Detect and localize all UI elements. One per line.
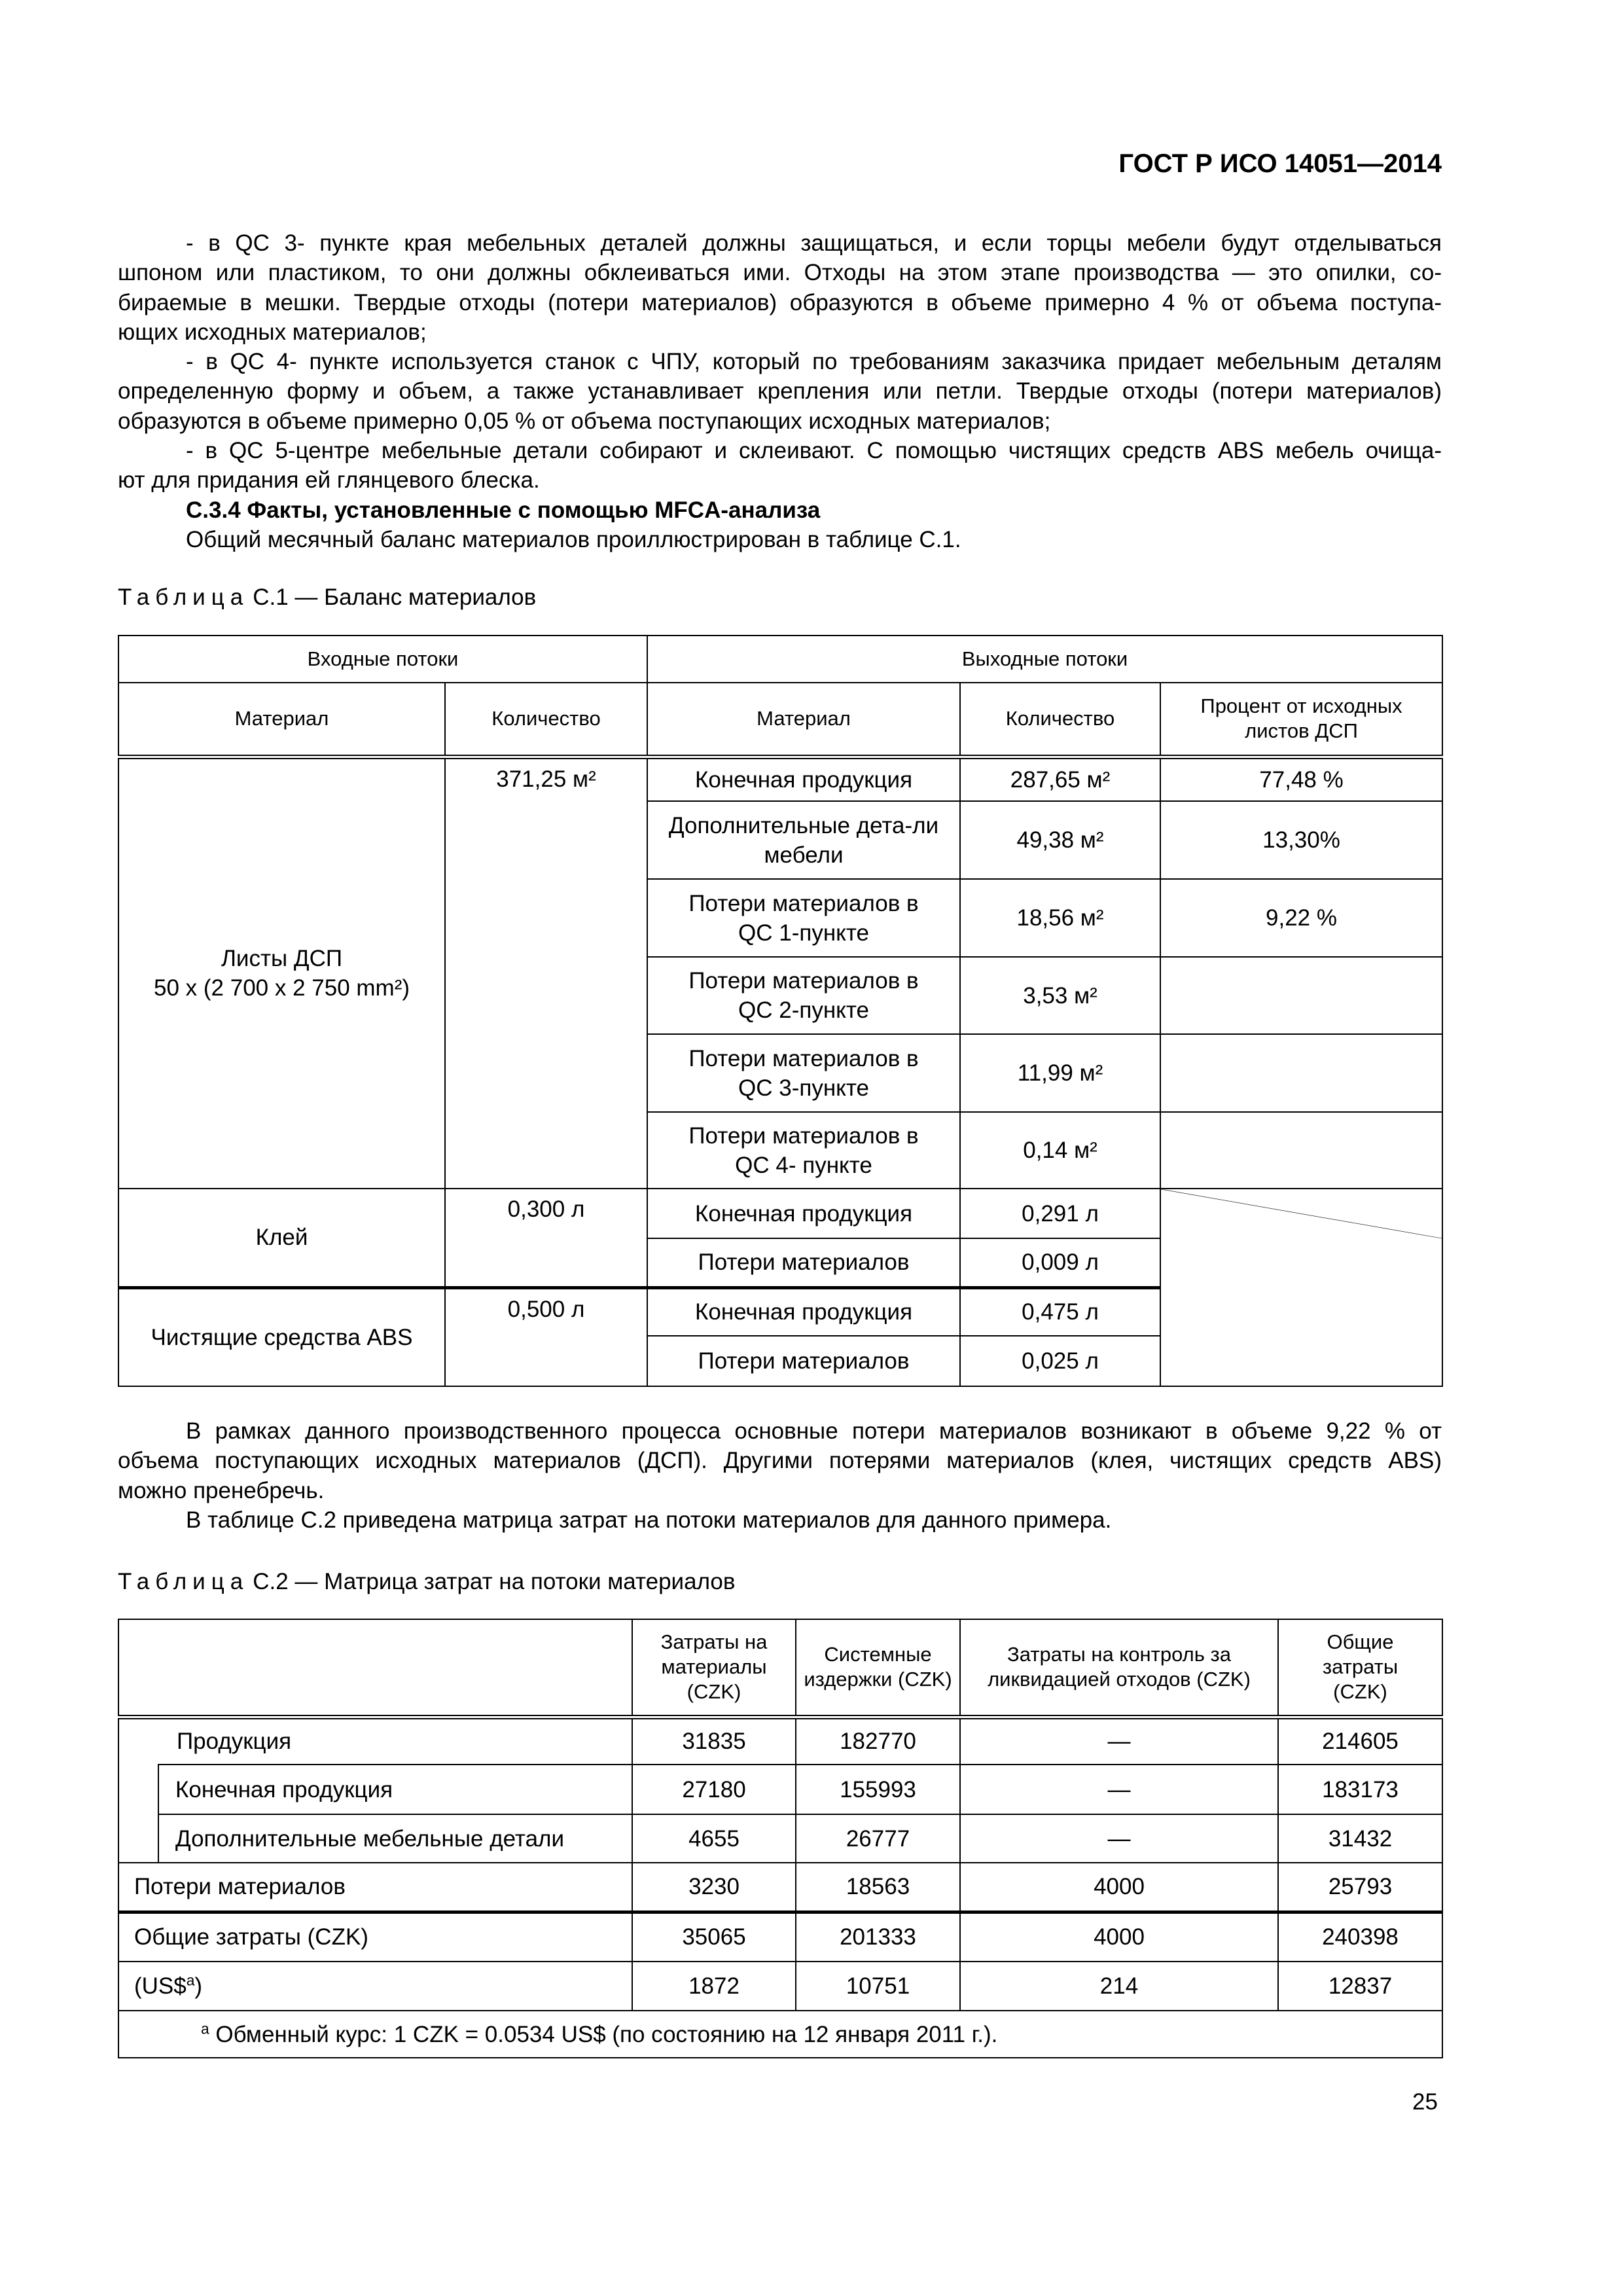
material-size: 50 x (2 700 x 2 750 mm²) [154, 975, 410, 1001]
col-header: Системные издержки (CZK) [796, 1619, 960, 1717]
cell: — [960, 1765, 1278, 1814]
section-heading: С.3.4 Факты, установленные с помощью MFCA-анализа [186, 497, 821, 523]
text-line: объема поступающих исходных материалов (ДСП). Другими потерями материалов (клея, чистящих средств ABS) [118, 1448, 1442, 1474]
col-header: Общие затраты (CZK) [1278, 1619, 1442, 1717]
table1-caption [118, 584, 536, 611]
input-qty: 371,25 м² [445, 757, 647, 1189]
cell: 214 [960, 1962, 1278, 2011]
page-number: 25 [1412, 2089, 1438, 2115]
cell: 4000 [960, 1912, 1278, 1962]
text-line: В таблице С.2 приведена матрица затрат на потоки материалов для данного примера. [186, 1507, 1112, 1533]
row-label: Потери материалов [118, 1863, 632, 1912]
text-line: бираемые в мешки. Твердые отходы (потери материалов) образуются в объеме примерно 4 % от объема поступа- [118, 289, 1442, 315]
table2-caption [118, 1569, 735, 1595]
material-name: Листы ДСП [221, 946, 343, 972]
text-line: образуются в объеме примерно 0,05 % от объема поступающих исходных материалов; [118, 408, 1051, 434]
cell: 31432 [1278, 1814, 1442, 1863]
cell: 26777 [796, 1814, 960, 1863]
col-header: Материал [647, 683, 960, 757]
output-pct: 9,22 % [1160, 879, 1442, 957]
input-material-glue: Клей [118, 1189, 445, 1287]
table-footnote [118, 2011, 1442, 2058]
cell: 18563 [796, 1863, 960, 1912]
output-qty: 287,65 м² [960, 757, 1160, 801]
output-qty: 0,009 л [960, 1238, 1160, 1287]
diagonal-line [1161, 1189, 1442, 1386]
label-text: (US$ [134, 1973, 187, 1999]
output-material: Конечная продукция [647, 1287, 960, 1336]
output-pct: 13,30% [1160, 801, 1442, 879]
cell: 27180 [632, 1765, 796, 1814]
output-pct [1160, 1112, 1442, 1189]
output-material: Потери материалов в QC 3-пункте [647, 1034, 960, 1112]
input-qty: 0,500 л [445, 1287, 647, 1386]
output-material: Конечная продукция [647, 757, 960, 801]
output-pct [1160, 1034, 1442, 1112]
header-output-flows: Выходные потоки [647, 636, 1442, 683]
output-material: Потери материалов [647, 1336, 960, 1386]
cell: 10751 [796, 1962, 960, 2011]
cell: 183173 [1278, 1765, 1442, 1814]
output-qty: 0,025 л [960, 1336, 1160, 1386]
caption-text: С.1 — Баланс материалов [253, 584, 537, 610]
text-line: - в QC 3- пункте края мебельных деталей должны защищаться, и если торцы мебели будут отделываться [186, 230, 1442, 256]
cell: 182770 [796, 1717, 960, 1765]
indent-cell [118, 1765, 158, 1863]
cell: 12837 [1278, 1962, 1442, 2011]
row-label: Дополнительные мебельные детали [158, 1814, 632, 1863]
col-header: Материал [118, 683, 445, 757]
caption-text: С.2 — Матрица затрат на потоки материалов [253, 1569, 736, 1594]
text-line: можно пренебречь. [118, 1477, 325, 1503]
row-label: Продукция [118, 1717, 632, 1765]
row-label-usd [118, 1962, 632, 2011]
input-qty: 0,300 л [445, 1189, 647, 1287]
cell: 201333 [796, 1912, 960, 1962]
table-row [118, 1962, 1442, 2011]
table-row [118, 1765, 1442, 1814]
col-header: Затраты на контроль за ликвидацией отходов (CZK) [960, 1619, 1278, 1717]
output-material: Потери материалов [647, 1238, 960, 1287]
cell: 4000 [960, 1863, 1278, 1912]
cell: 1872 [632, 1962, 796, 2011]
footnote-text: Обменный курс: 1 CZK = 0.0534 US$ (по состоянию на 12 января 2011 г.). [209, 2021, 998, 2047]
document-id-header: ГОСТ Р ИСО 14051—2014 [1118, 149, 1442, 178]
output-material: Потери материалов в QC 2-пункте [647, 957, 960, 1034]
caption-word: Таблица [118, 584, 249, 610]
cell: 3230 [632, 1863, 796, 1912]
cell: 155993 [796, 1765, 960, 1814]
output-material: Потери материалов в QC 4- пункте [647, 1112, 960, 1189]
output-material: Конечная продукция [647, 1189, 960, 1238]
output-material: Дополнительные дета-ли мебели [647, 801, 960, 879]
cell: 4655 [632, 1814, 796, 1863]
output-material: Потери материалов в QC 1-пункте [647, 879, 960, 957]
output-pct: 77,48 % [1160, 757, 1442, 801]
text-line: ют для придания ей глянцевого блеска. [118, 467, 540, 493]
output-pct [1160, 957, 1442, 1034]
cell: — [960, 1717, 1278, 1765]
caption-word: Таблица [118, 1569, 249, 1594]
output-qty: 0,475 л [960, 1287, 1160, 1336]
output-qty: 49,38 м² [960, 801, 1160, 879]
input-material-dsp [118, 757, 445, 1189]
table-row [118, 1717, 1442, 1765]
cell: 214605 [1278, 1717, 1442, 1765]
output-qty: 18,56 м² [960, 879, 1160, 957]
col-header: Количество [960, 683, 1160, 757]
text-line: - в QC 4- пункте используется станок с ЧПУ, который по требованиям заказчика придает мебельным деталям [186, 349, 1442, 375]
cell: 25793 [1278, 1863, 1442, 1912]
input-material-abs: Чистящие средства ABS [118, 1287, 445, 1386]
empty-header-cell [118, 1619, 632, 1717]
text-line: шпоном или пластиком, то они должны обклеиваться ими. Отходы на этом этапе производства — это опилки, со- [118, 260, 1442, 286]
row-label: Конечная продукция [158, 1765, 632, 1814]
label-text: ) [194, 1973, 203, 1999]
cell: — [960, 1814, 1278, 1863]
table-row [118, 1912, 1442, 1962]
header-input-flows: Входные потоки [118, 636, 647, 683]
cell: 31835 [632, 1717, 796, 1765]
text-line: определенную форму и объем, а также устанавливает крепления или петли. Твердые отходы (потери материалов) [118, 378, 1442, 404]
text-line: ющих исходных материалов; [118, 319, 427, 345]
row-label: Общие затраты (CZK) [118, 1912, 632, 1962]
table-row [118, 1863, 1442, 1912]
col-header: Процент от исходных листов ДСП [1160, 683, 1442, 757]
cost-matrix-table [118, 1619, 1443, 2058]
text-line: Общий месячный баланс материалов проиллюстрирован в таблице С.1. [186, 526, 961, 552]
col-header: Количество [445, 683, 647, 757]
text-line: В рамках данного производственного процесса основные потери материалов возникают в объеме 9,22 % от [186, 1418, 1442, 1444]
col-header: Затраты на материалы (CZK) [632, 1619, 796, 1717]
material-balance-table [118, 635, 1443, 1387]
output-qty: 11,99 м² [960, 1034, 1160, 1112]
table-row [118, 1814, 1442, 1863]
footnote-ref: a [186, 1971, 195, 1989]
footnote-mark: a [201, 2019, 209, 2037]
output-qty: 3,53 м² [960, 957, 1160, 1034]
body-text-1 [118, 228, 1442, 554]
not-applicable-cell [1160, 1189, 1442, 1386]
text-line: - в QC 5-центре мебельные детали собирают и склеивают. С помощью чистящих средств ABS мебель очища- [186, 438, 1442, 464]
output-qty: 0,14 м² [960, 1112, 1160, 1189]
cell: 240398 [1278, 1912, 1442, 1962]
body-text-2 [118, 1416, 1442, 1535]
cell: 35065 [632, 1912, 796, 1962]
output-qty: 0,291 л [960, 1189, 1160, 1238]
